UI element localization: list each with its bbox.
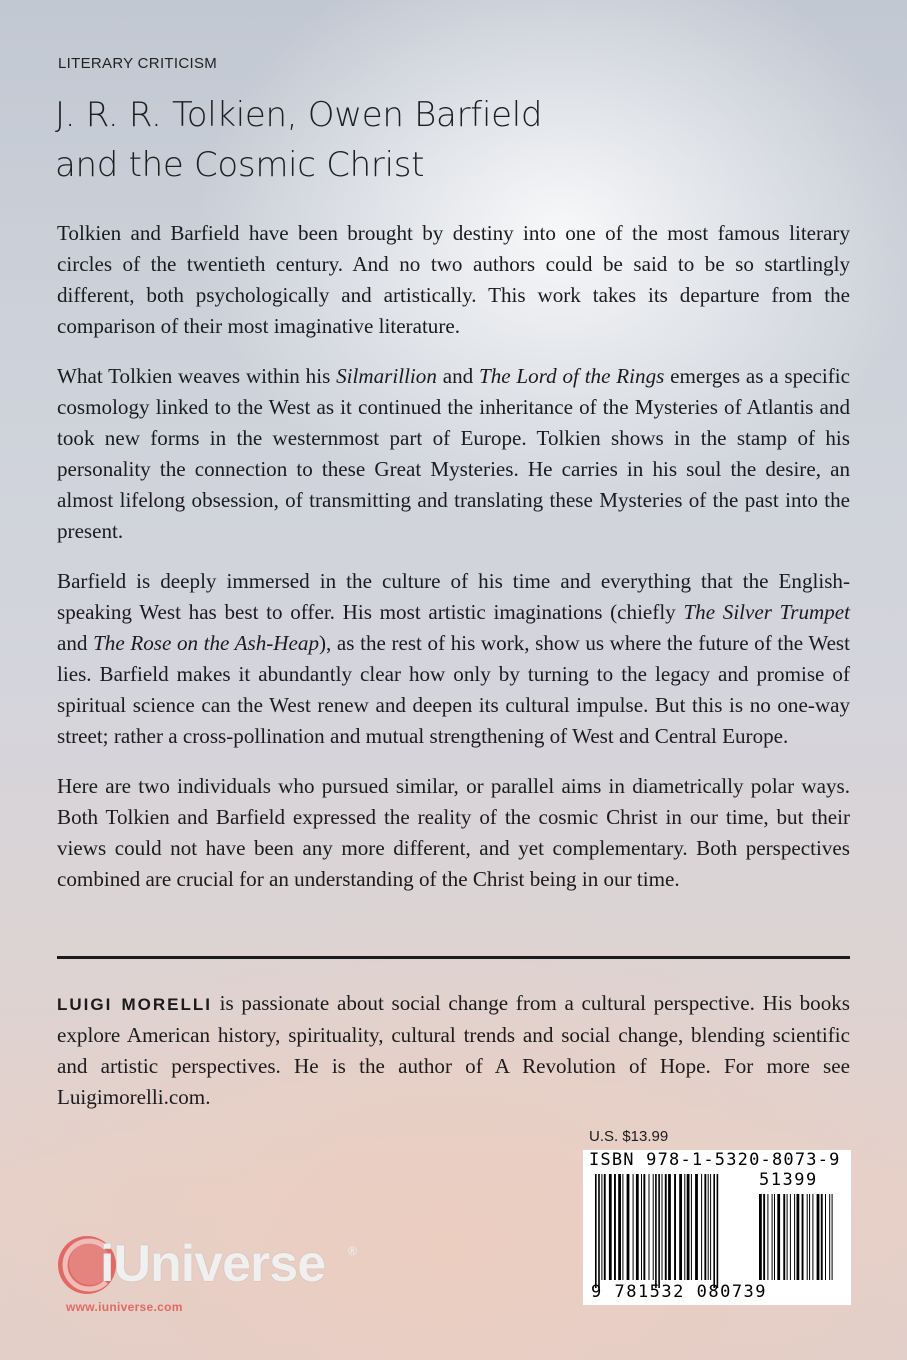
description-paragraph-3 bbox=[57, 566, 850, 752]
barcode-bar bbox=[710, 1174, 711, 1280]
barcode-bar bbox=[633, 1174, 634, 1280]
barcode-bar bbox=[832, 1194, 833, 1280]
barcode-bar bbox=[704, 1174, 706, 1280]
book-title-lord-of-the-rings: The Lord of the Rings bbox=[478, 364, 665, 388]
barcode-bar bbox=[609, 1174, 612, 1280]
barcode-bar bbox=[763, 1194, 765, 1280]
barcode-bar bbox=[717, 1174, 719, 1288]
barcode-bar bbox=[653, 1174, 654, 1280]
description bbox=[57, 218, 850, 914]
barcode-bar bbox=[636, 1174, 639, 1280]
text-run: ), as the rest of his work, show us where the future of the West lies. Barfield makes it abundantly clear how only by turning to the legacy and promise of spiritual science can the West renew and deepen its cultural impulse. But this is no one-way street; rather a cross-pollination and mutual strengthening of West and Central Europe. bbox=[57, 631, 851, 748]
barcode-bar bbox=[701, 1174, 702, 1280]
barcode-bar bbox=[787, 1194, 788, 1280]
book-title-rose-on-the-ash-heap: The Rose on the Ash-Heap bbox=[93, 631, 319, 655]
barcode-bar bbox=[821, 1194, 823, 1280]
barcode-bar bbox=[668, 1174, 671, 1280]
text-run: and bbox=[57, 631, 94, 655]
price-label: U.S. $13.99 bbox=[589, 1128, 669, 1145]
barcode-bar bbox=[825, 1194, 826, 1280]
barcode-addon-number: 51399 bbox=[759, 1170, 818, 1190]
barcode-bar bbox=[802, 1194, 804, 1280]
barcode-bar bbox=[783, 1194, 785, 1280]
barcode-bar bbox=[774, 1194, 775, 1280]
barcode-bar bbox=[809, 1194, 810, 1280]
book-title-line-2: and the Cosmic Christ bbox=[55, 145, 425, 185]
isbn-label: ISBN 978-1-5320-8073-9 bbox=[589, 1150, 841, 1170]
barcode-bar bbox=[767, 1194, 768, 1280]
barcode-block bbox=[583, 1150, 851, 1305]
barcode-bar bbox=[658, 1174, 660, 1288]
book-title-silmarillion: Silmarillion bbox=[336, 364, 437, 388]
barcode-bar bbox=[812, 1194, 813, 1280]
barcode-bar bbox=[649, 1174, 650, 1280]
barcode-bar bbox=[829, 1194, 830, 1280]
barcode-bar bbox=[687, 1174, 690, 1280]
description-paragraph-4: Here are two individuals who pursued similar, or parallel aims in diametrically polar ways. Both Tolkien and Barfield expressed the reality of the cosmic Christ in our time, but their views could not have been any more different, and yet complementary. Both perspectives combined are crucial for an understanding of the Christ being in our time. bbox=[57, 774, 850, 891]
author-bio bbox=[57, 988, 850, 1113]
barcode-bar bbox=[759, 1194, 762, 1280]
publisher-url: www.iuniverse.com bbox=[66, 1300, 183, 1314]
description-paragraph-2 bbox=[57, 361, 850, 547]
barcode-bar bbox=[601, 1174, 602, 1280]
barcode-bar bbox=[708, 1174, 709, 1280]
barcode-bar bbox=[627, 1174, 630, 1280]
barcode-bar bbox=[772, 1194, 773, 1280]
barcode-bar bbox=[595, 1174, 597, 1288]
author-name: LUIGI MORELLI bbox=[57, 995, 212, 1014]
category-label: LITERARY CRITICISM bbox=[58, 55, 218, 72]
barcode-bar bbox=[684, 1174, 685, 1280]
book-title-line-1: J. R. R. Tolkien, Owen Barfield bbox=[55, 95, 543, 135]
barcode-digits: 9 781532 080739 bbox=[591, 1282, 768, 1302]
barcode-bar bbox=[790, 1194, 791, 1280]
barcode-bar bbox=[598, 1174, 600, 1288]
barcode-bar bbox=[674, 1174, 676, 1280]
barcode-bar bbox=[614, 1174, 616, 1280]
barcode-bar bbox=[662, 1174, 663, 1280]
barcode-bar bbox=[777, 1194, 780, 1280]
barcode-bar bbox=[695, 1174, 698, 1280]
barcode-bar bbox=[817, 1194, 820, 1280]
book-title bbox=[55, 90, 815, 190]
barcode-bar bbox=[641, 1174, 642, 1280]
text-run: emerges as a specific cosmology linked to the West as it continued the inheritance of the Mysteries of Atlantis and took new forms in the westernmost part of Europe. Tolkien shows in the stamp of his personality the connection to these Great Mysteries. He carries in his soul the desire, an almost lifelong obsession, of transmitting and translating these Mysteries of the past into the present. bbox=[57, 364, 850, 543]
barcode-bar bbox=[618, 1174, 621, 1280]
barcode-bar bbox=[713, 1174, 715, 1288]
barcode-bar bbox=[691, 1174, 692, 1280]
barcode-bar bbox=[797, 1194, 800, 1280]
description-paragraph-1: Tolkien and Barfield have been brought by destiny into one of the most famous literary circles of the twentieth century. And no two authors could be said to be so startlingly different, both psychologically and artistically. This work takes its departure from the comparison of their most imaginative literature. bbox=[57, 221, 850, 338]
barcode-bar bbox=[655, 1174, 657, 1288]
barcode-bar bbox=[604, 1174, 606, 1280]
barcode-bar bbox=[622, 1174, 623, 1280]
barcode-bar bbox=[794, 1194, 795, 1280]
publisher-wordmark: iUniverse bbox=[100, 1235, 326, 1293]
barcode-bar bbox=[679, 1174, 682, 1280]
text-run: Barfield is deeply immersed in the culture of his time and everything that the English-speaking West has best to offer. His most artistic imaginations (chiefly bbox=[57, 569, 850, 624]
author-bio-text: is passionate about social change from a cultural perspective. His books explore American history, spirituality, cultural trends and social change, blending scientific and artistic perspectives. He is the author of A Revolution of Hope. For more see Luigimorelli.com. bbox=[57, 991, 851, 1109]
registered-mark: ® bbox=[348, 1244, 357, 1258]
text-run: What Tolkien weaves within his bbox=[57, 364, 337, 388]
barcode-bar bbox=[665, 1174, 667, 1280]
book-title-silver-trumpet: The Silver Trumpet bbox=[683, 600, 851, 624]
barcode-bar bbox=[643, 1174, 645, 1280]
barcode-bar bbox=[807, 1194, 808, 1280]
publisher-logo bbox=[56, 1230, 376, 1320]
text-run: and bbox=[436, 364, 479, 388]
divider-rule bbox=[57, 956, 850, 959]
